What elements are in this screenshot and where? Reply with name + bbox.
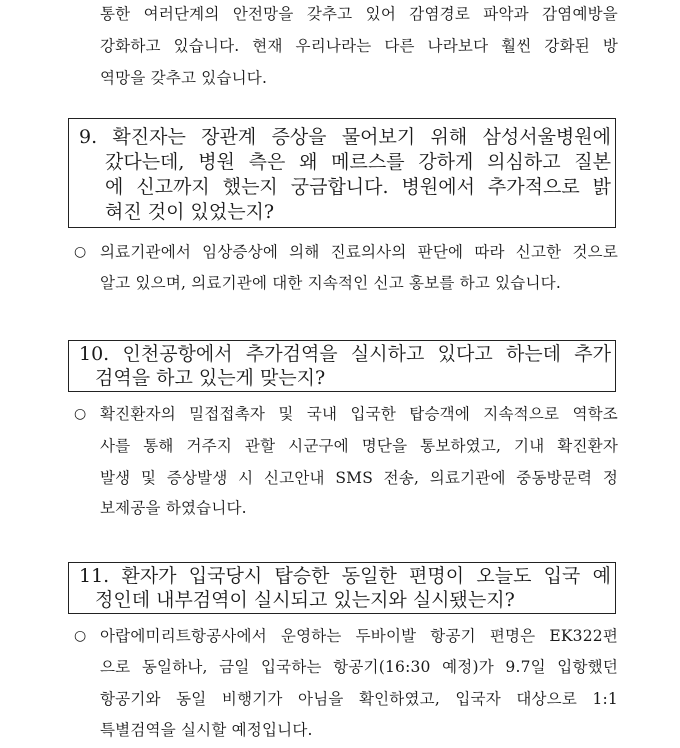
question-10-box [68, 340, 616, 392]
question-11-line: 11. 환자가 입국당시 탑승한 동일한 편명이 오늘도 입국 예 [79, 565, 611, 587]
answer-11-line: 아랍에미리트항공사에서 운영하는 두바이발 항공기 편명은 EK322편 [100, 627, 618, 645]
answer-11-line: 특별검역을 실시할 예정입니다. [100, 721, 313, 739]
question-11-box [68, 562, 616, 614]
intro-line: 강화하고 있습니다. 현재 우리나라는 다른 나라보다 훨씬 강화된 방 [100, 37, 618, 55]
intro-line: 통한 여러단계의 안전망을 갖추고 있어 감염경로 파악과 감염예방을 [100, 5, 618, 23]
intro-line: 역망을 갖추고 있습니다. [100, 69, 268, 87]
answer-10-line: 보제공을 하였습니다. [100, 499, 247, 517]
answer-9-line: 의료기관에서 임상증상에 의해 진료의사의 판단에 따라 신고한 것으로 [100, 243, 618, 261]
answer-10-line: 확진환자의 밀접접촉자 및 국내 입국한 탑승객에 지속적으로 역학조 [100, 405, 618, 423]
answer-10-line: 발생 및 증상발생 시 신고안내 SMS 전송, 의료기관에 중동방문력 정 [100, 469, 618, 487]
question-10-line: 10. 인천공항에서 추가검역을 실시하고 있다고 하는데 추가 [79, 343, 611, 365]
question-9-line: 혀진 것이 있었는지? [105, 201, 275, 223]
question-9-box [68, 118, 616, 228]
answer-11-line: 항공기와 동일 비행기가 아님을 확인하였고, 입국자 대상으로 1:1 [100, 690, 618, 708]
question-9-line: 에 신고까지 했는지 궁금합니다. 병원에서 추가적으로 밝 [105, 176, 611, 198]
answer-11-line: 으로 동일하나, 금일 입국하는 항공기(16:30 예정)가 9.7일 입항했던 [100, 658, 618, 676]
answer-9-line: 알고 있으며, 의료기관에 대한 지속적인 신고 홍보를 하고 있습니다. [100, 274, 561, 292]
question-9-line: 갔다는데, 병원 측은 왜 메르스를 강하게 의심하고 질본 [105, 151, 611, 173]
answer-10-bullet: ○ [74, 406, 87, 422]
answer-9-bullet: ○ [74, 244, 87, 260]
question-11-line: 정인데 내부검역이 실시되고 있는지와 실시됐는지? [95, 589, 515, 611]
question-10-line: 검역을 하고 있는게 맞는지? [95, 367, 326, 389]
answer-10-line: 사를 통해 거주지 관할 시군구에 명단을 통보하였고, 기내 확진환자 [100, 437, 618, 455]
question-9-line: 9. 확진자는 장관계 증상을 물어보기 위해 삼성서울병원에 [79, 126, 611, 148]
answer-11-bullet: ○ [74, 628, 87, 644]
